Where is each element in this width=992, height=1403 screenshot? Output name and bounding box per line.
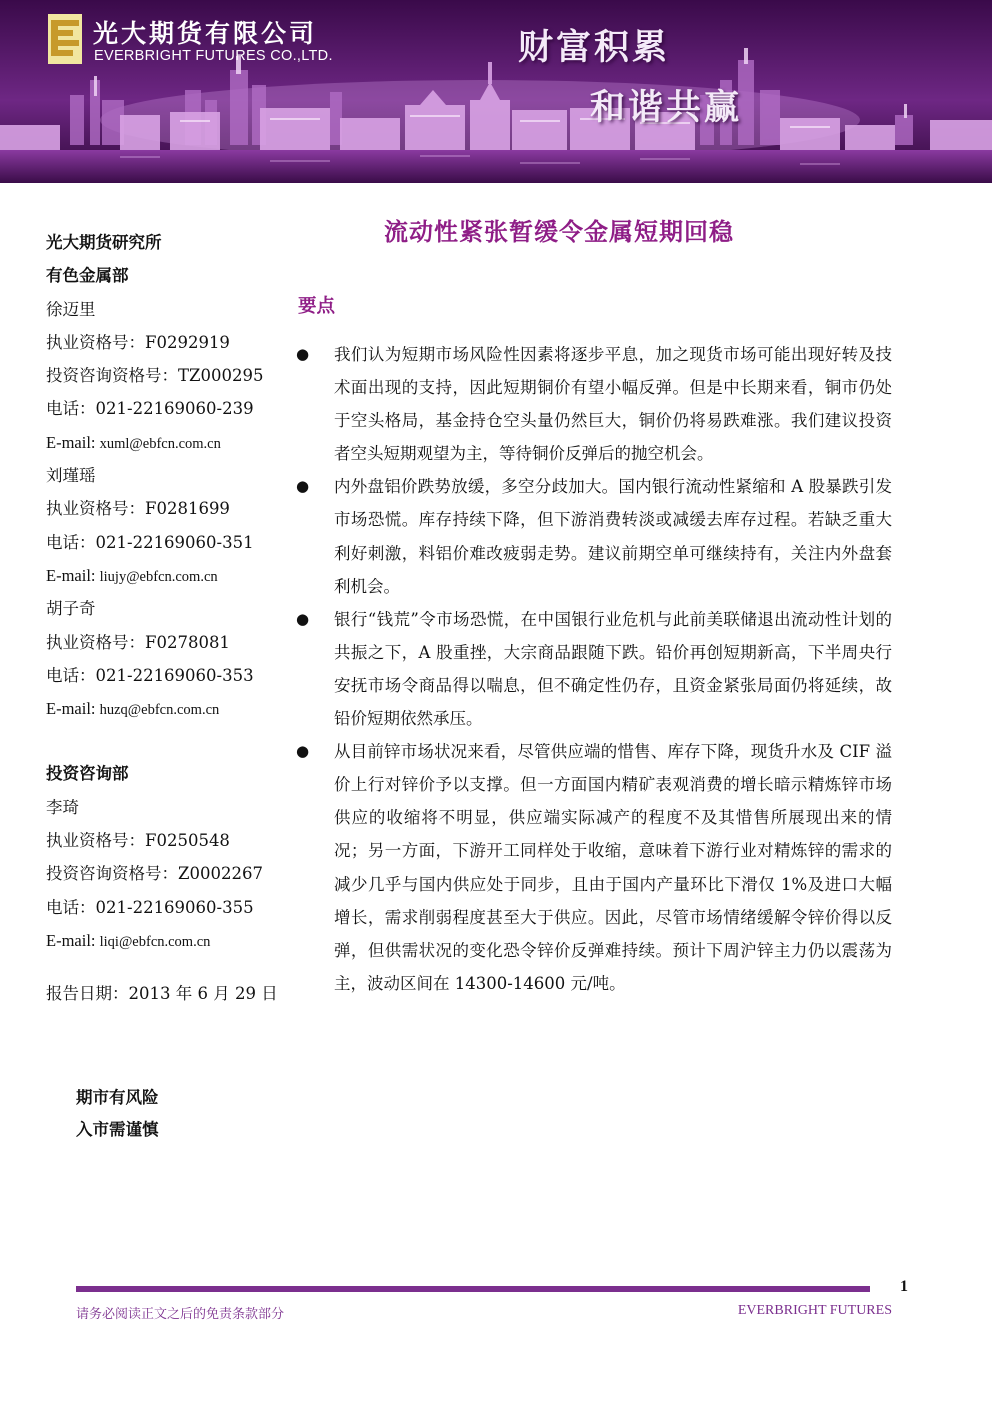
email-label: E-mail:: [46, 699, 100, 719]
risk-warning-line-1: 期市有风险: [76, 1088, 159, 1107]
analyst-email-row: [46, 692, 296, 725]
key-points-list: [292, 338, 892, 1000]
analyst-phone: 电话：021-22169060-351: [46, 532, 254, 552]
list-item: [292, 603, 892, 735]
consultant-email[interactable]: liqi@ebfcn.com.cn: [99, 933, 211, 950]
footer-divider: [76, 1286, 870, 1292]
bullet-text: 内外盘铝价跌势放缓，多空分歧加大。国内银行流动性紧缩和 A 股暴跌引发市场恐慌。库存持续下降，但下游消费转淡或减缓去库存过程。若缺乏重大利好刺激，料铝价难改疲弱走势。建议前期空单可继续持有，关注内外盘套利机会。: [334, 477, 892, 596]
analyst-name: 徐迈里: [46, 299, 96, 319]
bullet-text: 从目前锌市场状况来看，尽管供应端的惜售、库存下降，现货升水及 CIF 溢价上行对锌价予以支撑。但一方面国内精矿表观消费的增长暗示精炼锌市场供应的收缩将不明显，供应端实际减产的程度不及其惜售所展现出来的情况；另一方面，下游开工同样处于收缩，意味着下游行业对精炼锌的需求的减少几乎与国内供应处于同步，且由于国内产量环比下滑仅 1%及进口大幅增长，需求削弱程度甚至大于供应。因此，尽管市场情绪缓解令锌价得以反弹，但供需状况的变化恐令锌价反弹难持续。预计下周沪锌主力仍以震荡为主，波动区间在 14300-14600 元/吨。: [334, 742, 892, 993]
page-number: 1: [900, 1278, 908, 1295]
bullet-icon: ●: [296, 345, 310, 363]
analyst-email[interactable]: huzq@ebfcn.com.cn: [99, 702, 220, 719]
analyst-phone: 电话：021-22169060-353: [46, 665, 254, 685]
institute-name: 光大期货研究所: [46, 233, 162, 252]
section-heading-key-points: 要点: [298, 296, 336, 317]
bullet-text: 银行“钱荒”令市场恐慌，在中国银行业危机与此前美联储退出流动性计划的共振之下，A 股重挫，大宗商品跟随下跌。铅价再创短期新高，下半周央行安抚市场令商品得以喘息，但不确定性仍存，且资金紧张局面仍将延续，故铅价短期依然承压。: [334, 609, 892, 729]
consultant-phone: 电话：021-22169060-355: [46, 897, 254, 917]
analyst-name: 刘瑾瑶: [46, 466, 96, 486]
footer-brand: EVERBRIGHT FUTURES: [737, 1303, 892, 1318]
email-label: E-mail:: [46, 432, 100, 452]
company-name-en: EVERBRIGHT FUTURES CO.,LTD.: [94, 48, 333, 64]
consultant-consult-qualification: 投资咨询资格号：Z0002267: [46, 864, 263, 884]
consultant-email-row: [46, 924, 296, 957]
risk-warning-line-2: 入市需谨慎: [76, 1120, 159, 1139]
analyst-qualification: 执业资格号：F0281699: [46, 499, 230, 519]
disclaimer-note: 请务必阅读正文之后的免责条款部分: [76, 1307, 285, 1322]
list-item: [292, 470, 892, 602]
consultant-qualification: 执业资格号：F0250548: [46, 831, 230, 851]
bullet-icon: ●: [296, 742, 310, 761]
analyst-phone: 电话：021-22169060-239: [46, 399, 254, 419]
analyst-email[interactable]: xuml@ebfcn.com.cn: [99, 435, 221, 452]
bullet-icon: ●: [296, 609, 310, 628]
analyst-qualification: 执业资格号：F0292919: [46, 332, 230, 352]
report-date: 报告日期：2013 年 6 月 29 日: [46, 984, 278, 1004]
analyst-email[interactable]: liujy@ebfcn.com.cn: [99, 568, 218, 585]
analyst-consult-qualification: 投资咨询资格号：TZ000295: [46, 366, 264, 386]
analyst-email-row: [46, 559, 296, 592]
contact-sidebar: [46, 226, 296, 1011]
slogan-line-1: 财富积累: [518, 28, 671, 68]
analyst-qualification: 执业资格号：F0278081: [46, 632, 230, 652]
everbright-logo-icon: [48, 14, 82, 64]
email-label: E-mail:: [46, 565, 100, 585]
risk-warning: [76, 1082, 159, 1146]
header-banner: [0, 0, 992, 183]
department-name: 有色金属部: [46, 266, 129, 286]
report-title: 流动性紧张暂缓令金属短期回稳: [384, 217, 734, 246]
bullet-text: 我们认为短期市场风险性因素将逐步平息，加之现货市场可能出现好转及技术面出现的支持，因此短期铜价有望小幅反弹。但是中长期来看，铜市仍处于空头格局，基金持仓空头量仍然巨大，铜价仍将易跌难涨。我们建议投资者空头短期观望为主，等待铜价反弹后的抛空机会。: [334, 345, 892, 464]
consultant-name: 李琦: [46, 797, 79, 817]
slogan-line-2: 和谐共赢: [590, 88, 743, 128]
company-name-cn: 光大期货有限公司: [93, 19, 318, 48]
analyst-email-row: [46, 426, 296, 459]
bullet-icon: ●: [296, 477, 310, 496]
email-label: E-mail:: [46, 930, 100, 950]
analyst-name: 胡子奇: [46, 599, 96, 619]
department-name: 投资咨询部: [46, 764, 129, 784]
list-item: [292, 735, 892, 1000]
list-item: [292, 338, 892, 470]
